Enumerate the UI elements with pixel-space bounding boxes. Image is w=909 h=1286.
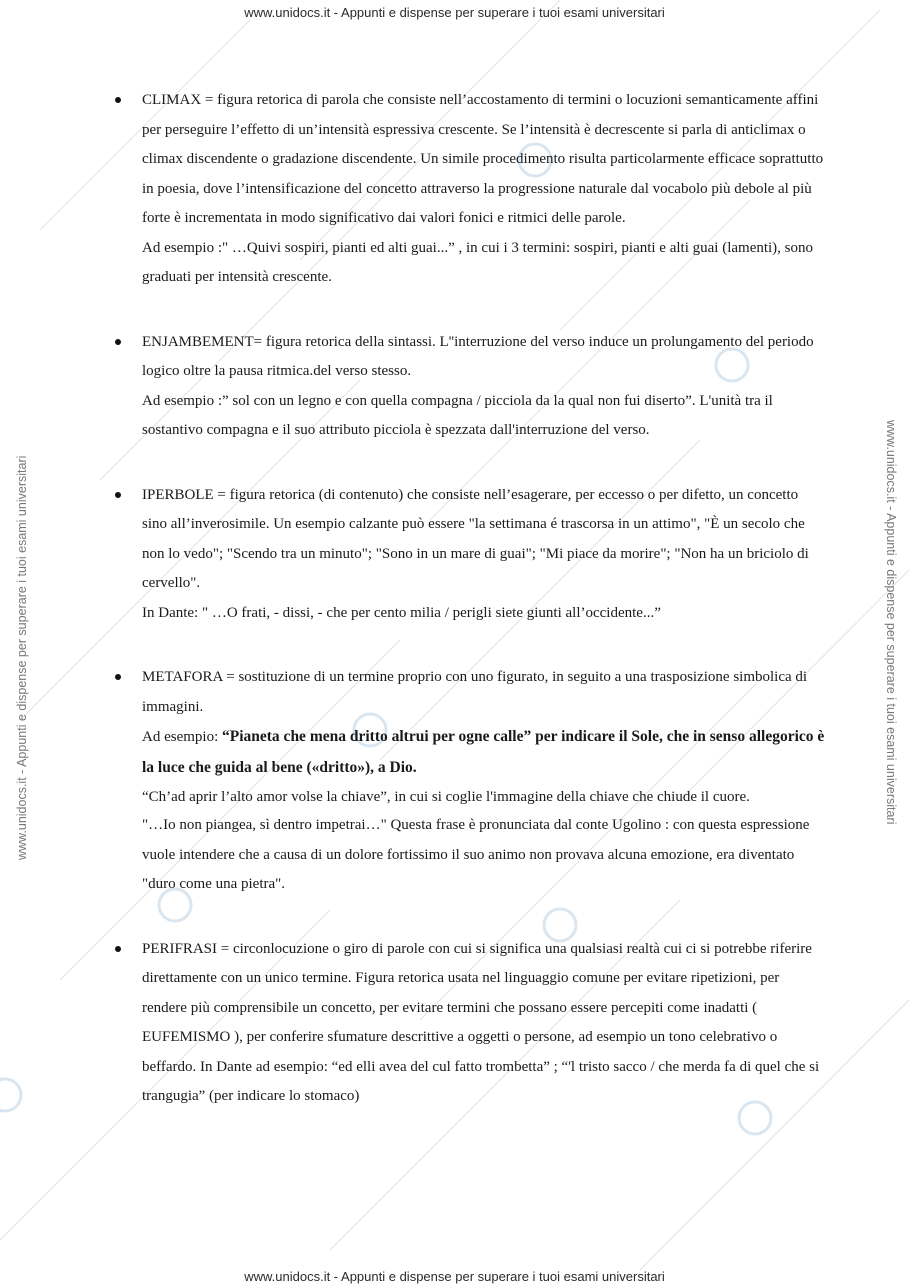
iperbole-example: In Dante: " …O frati, - dissi, - che per cento milia / perigli siete giunti all’occidente...” xyxy=(142,604,661,621)
page-header-watermark[interactable]: www.unidocs.it - Appunti e dispense per superare i tuoi esami universitari xyxy=(244,5,665,20)
bullet-icon xyxy=(115,492,121,498)
enjambement-definition: ENJAMBEMENT= figura retorica della sintassi. L''interruzione del verso induce un prolungamento del periodo logico oltre la pausa ritmica.del verso stesso. xyxy=(142,333,814,379)
example-allegory: che in senso allegorico è la luce che guida al bene («dritto»), a Dio. xyxy=(142,728,825,776)
example-prefix: Ad esempio: xyxy=(142,729,222,745)
entry-enjambement xyxy=(115,328,825,446)
bullet-icon xyxy=(115,339,121,345)
metafora-definition: METAFORA = sostituzione di un termine proprio con uno figurato, in seguito a una trasposizione simbolica di immagini. xyxy=(142,669,808,715)
entry-climax xyxy=(115,86,825,293)
right-side-watermark: www.unidocs.it - Appunti e dispense per superare i tuoi esami universitari xyxy=(884,420,898,825)
bullet-icon xyxy=(115,674,121,680)
iperbole-definition: IPERBOLE = figura retorica (di contenuto) che consiste nell’esagerare, per eccesso o per difetto, un concetto sino all’inverosimile. Un esempio calzante può essere "la settimana é trascorsa in un attimo", "È un secolo che non lo vedo"; "Scendo tra un minuto"; "Sono in un mare di guai"; "Mi piace da morire"; "Non ha un briciolo di cervello". xyxy=(142,486,809,591)
enjambement-example: Ad esempio :” sol con un legno e con quella compagna / picciola da la qual non fui diserto”. L'unità tra il sostantivo compagna e il suo attributo picciola è spezzata dall'interruzione del verso. xyxy=(142,392,773,438)
example-quote: “Pianeta che mena dritto altrui per ogne calle” xyxy=(222,728,532,745)
climax-example: Ad esempio :" …Quivi sospiri, pianti ed alti guai...” , in cui i 3 termini: sospiri, pianti e alti guai (lamenti), sono graduati per intensità crescente. xyxy=(142,239,814,285)
entry-metafora xyxy=(115,663,825,900)
document-body xyxy=(115,86,825,1147)
page-footer-watermark[interactable]: www.unidocs.it - Appunti e dispense per superare i tuoi esami universitari xyxy=(244,1269,665,1284)
left-side-watermark: www.unidocs.it - Appunti e dispense per superare i tuoi esami universitari xyxy=(15,455,29,860)
example-mid: per indicare il Sole, xyxy=(531,728,667,745)
bullet-icon xyxy=(115,946,121,952)
metafora-example-3: "…Io non piangea, sì dentro impetrai…" Questa frase è pronunciata dal conte Ugolino : con questa espressione vuole intendere che a causa di un dolore fortissimo il suo animo non provava alcuna emozione, era diventato "duro come una pietra". xyxy=(142,817,810,892)
climax-definition: CLIMAX = figura retorica di parola che consiste nell’accostamento di termini o locuzioni semanticamente affini per perseguire l’effetto di un’intensità espressiva crescente. Se l’intensità è decrescente si parla di anticlimax o climax discendente o gradazione discendente. Un simile procedimento risulta particolarmente efficace soprattutto in poesia, dove l’intensificazione del concetto attraverso la progressione naturale dal vocabolo più debole al più forte è incrementata in modo significativo dai valori fonici e ritmici delle parole. xyxy=(142,92,824,226)
entry-iperbole xyxy=(115,481,825,629)
metafora-example xyxy=(142,722,825,783)
perifrasi-definition: PERIFRASI = circonlocuzione o giro di parole con cui si significa una qualsiasi realtà cui ci si potrebbe riferire direttamente con un unico termine. Figura retorica usata nel linguaggio comune per evitare ripetizioni, per rendere più comprensibile un concetto, per evitare termini che possano essere percepiti come inadatti ( EUFEMISMO ), per conferire sfumature descrittive a oggetti o persone, ad esempio un tono celebrativo o beffardo. In Dante ad esempio: “ed elli avea del cul fatto trombetta” ; “'l tristo sacco / che merda fa di quel che si trangugia” (per indicare lo stomaco) xyxy=(142,940,820,1104)
bullet-icon xyxy=(115,97,121,103)
metafora-example-2: “Ch’ad aprir l’alto amor volse la chiave”, in cui si coglie l'immagine della chiave che chiude il cuore. xyxy=(142,789,750,805)
entry-perifrasi xyxy=(115,935,825,1112)
